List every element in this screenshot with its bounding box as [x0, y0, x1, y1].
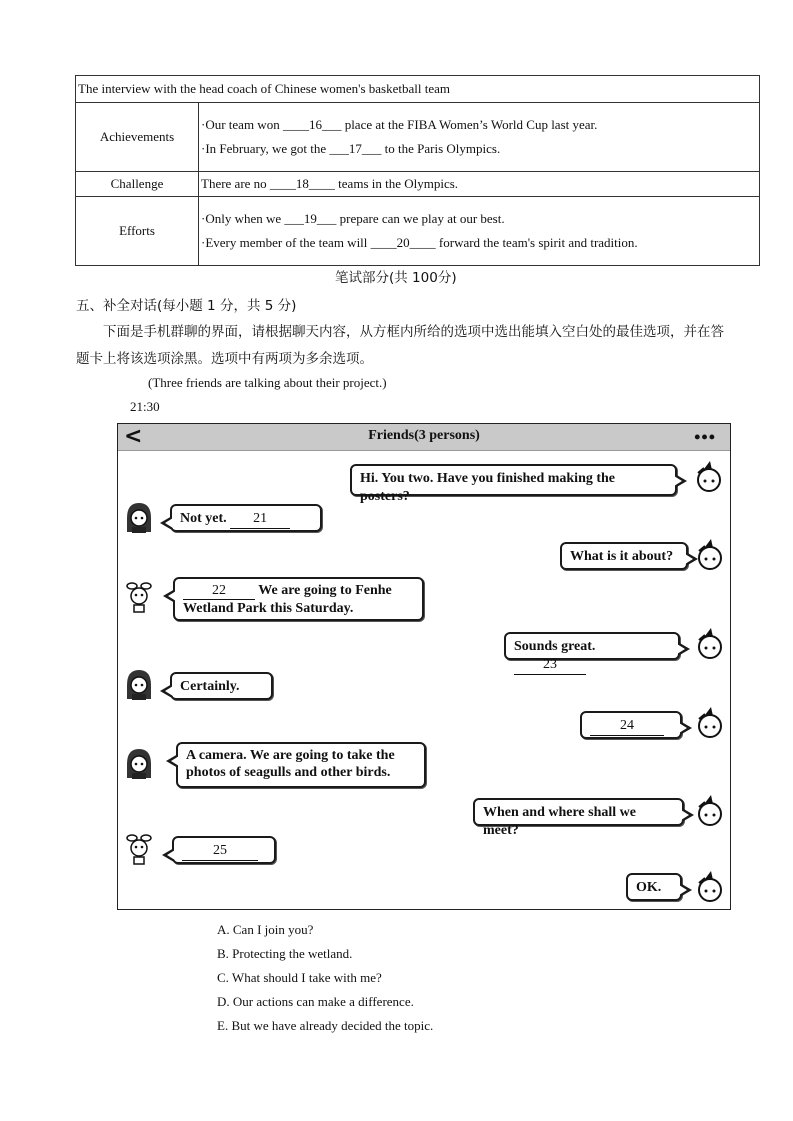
back-arrow-icon[interactable]: <: [124, 424, 143, 449]
message-text: Wetland Park this Saturday.: [183, 601, 354, 616]
message-text: Certainly.: [180, 679, 240, 694]
option-d: D. Our actions can make a difference.: [217, 994, 414, 1009]
message-bubble: [173, 577, 424, 621]
table-line: There are no ____18____ teams in the Olympics.: [201, 176, 459, 191]
answer-blank-24[interactable]: 24: [590, 717, 664, 736]
unicorn-avatar-icon: [695, 870, 725, 904]
table-title: The interview with the head coach of Chinese women's basketball team: [76, 76, 760, 103]
chat-header: [118, 424, 730, 451]
message-bubble: [170, 504, 322, 532]
context-note: (Three friends are talking about their project.): [148, 375, 387, 390]
message-text: We are going to Fenhe: [258, 583, 392, 598]
girl-avatar-icon: [124, 746, 154, 780]
message-bubble: [626, 873, 682, 901]
instructions: 下面是手机群聊的界面，请根据聊天内容，从方框内所给的选项中选出能填入空白处的最佳选项，并在答题卡上将该选项涂黑。选项中有两项为多余选项。: [76, 324, 724, 367]
unicorn-avatar-icon: [695, 538, 725, 572]
table-line: ·Every member of the team will ____20____ forward the team's spirit and tradition.: [201, 235, 638, 250]
message-bubble: [580, 711, 682, 739]
section-heading: 五、补全对话(每小题 1 分，共 5 分): [76, 298, 297, 314]
bunny-avatar-icon: [124, 580, 154, 614]
option-a: A. Can I join you?: [217, 922, 314, 937]
answer-blank-25[interactable]: 25: [182, 842, 258, 861]
table-line: ·Only when we ___19___ prepare can we play at our best.: [201, 211, 505, 226]
chat-window: [117, 423, 731, 910]
unicorn-avatar-icon: [695, 794, 725, 828]
message-text: Hi. You two. Have you finished making the posters?: [360, 471, 616, 504]
message-text: OK.: [636, 880, 662, 895]
message-text: Sounds great.: [514, 639, 596, 654]
table-line: ·In February, we got the ___17___ to the Paris Olympics.: [201, 141, 501, 156]
option-c: C. What should I take with me?: [217, 970, 382, 985]
section-title: 笔试部分(共 100分): [335, 270, 457, 286]
message-bubble: [172, 836, 276, 864]
option-e: E. But we have already decided the topic.: [217, 1018, 434, 1033]
message-text: When and where shall we meet?: [483, 805, 636, 838]
unicorn-avatar-icon: [695, 627, 725, 661]
row-label-efforts: Efforts: [76, 197, 199, 266]
message-text: A camera. We are going to take the: [186, 748, 395, 763]
girl-avatar-icon: [124, 667, 154, 701]
message-bubble: [560, 542, 688, 570]
message-bubble: [170, 672, 273, 700]
message-bubble: [176, 742, 426, 788]
bunny-avatar-icon: [124, 832, 154, 866]
unicorn-avatar-icon: [695, 706, 725, 740]
more-options-icon[interactable]: •••: [694, 427, 716, 447]
option-b: B. Protecting the wetland.: [217, 946, 353, 961]
chat-title: Friends(3 persons): [368, 428, 480, 443]
table-line: ·Our team won ____16___ place at the FIBA Women’s World Cup last year.: [201, 117, 598, 132]
girl-avatar-icon: [124, 500, 154, 534]
row-label-challenge: Challenge: [76, 172, 199, 197]
answer-blank-23[interactable]: 23: [514, 656, 586, 675]
answer-blank-21[interactable]: 21: [230, 510, 290, 529]
message-bubble: [473, 798, 684, 838]
chat-time: 21:30: [130, 399, 160, 414]
options-list: [217, 918, 433, 1038]
answer-blank-22[interactable]: 22: [183, 582, 255, 600]
interview-table: [75, 75, 760, 266]
message-text: What is it about?: [570, 549, 674, 564]
message-bubble: [504, 632, 680, 672]
message-text: Not yet.: [180, 511, 227, 526]
message-text: photos of seagulls and other birds.: [186, 765, 391, 780]
message-bubble: [350, 464, 677, 504]
row-label-achievements: Achievements: [76, 103, 199, 172]
unicorn-avatar-icon: [694, 460, 724, 494]
